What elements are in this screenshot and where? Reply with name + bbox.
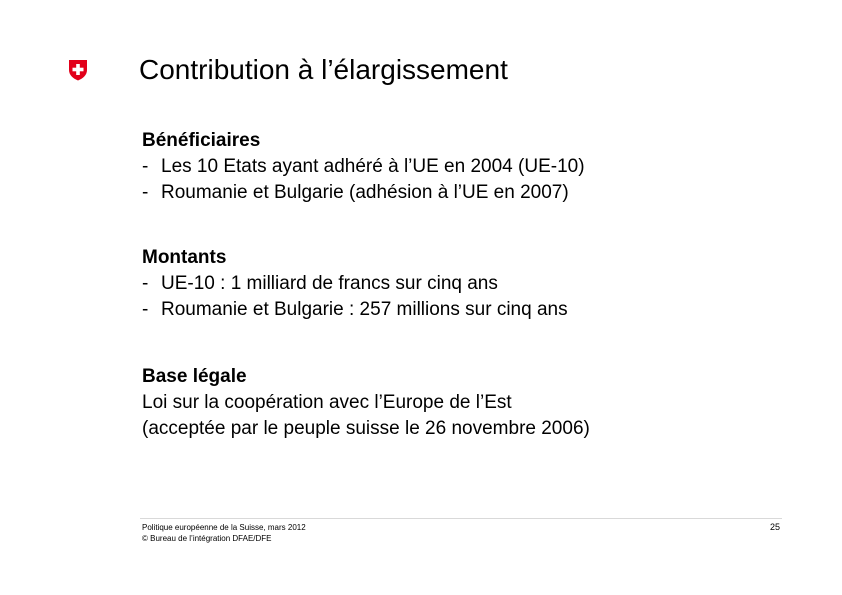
list-item xyxy=(142,297,568,323)
list-item-text: UE-10 : 1 milliard de francs sur cinq ans xyxy=(161,273,498,294)
footer-copyright: © Bureau de l’intégration DFAE/DFE xyxy=(142,534,272,543)
list-item-text: Roumanie et Bulgarie (adhésion à l’UE en 2007) xyxy=(161,182,569,203)
bullet-dash: - xyxy=(142,273,149,294)
list-item-text: Roumanie et Bulgarie : 257 millions sur cinq ans xyxy=(161,299,568,320)
body-text-line: (acceptée par le peuple suisse le 26 novembre 2006) xyxy=(142,418,590,439)
page-title: Contribution à l’élargissement xyxy=(139,54,508,85)
swiss-cross-logo xyxy=(68,59,88,81)
footer-line: Politique européenne de la Suisse, mars 2012 xyxy=(142,523,306,532)
swiss-cross-icon xyxy=(68,59,88,81)
section-heading: Montants xyxy=(142,247,227,268)
bullet-dash: - xyxy=(142,182,149,203)
bullet-dash: - xyxy=(142,299,149,320)
body-text-line: Loi sur la coopération avec l’Europe de l’Est xyxy=(142,392,512,413)
section-beneficiaires xyxy=(142,128,585,206)
section-heading: Bénéficiaires xyxy=(142,130,261,151)
list-item xyxy=(142,154,585,180)
footer-source xyxy=(142,522,306,544)
section-montants xyxy=(142,245,568,323)
list-item-text: Les 10 Etats ayant adhéré à l’UE en 2004 (UE-10) xyxy=(161,156,585,177)
list-item xyxy=(142,271,568,297)
section-base-legale xyxy=(142,364,590,442)
section-heading: Base légale xyxy=(142,366,247,387)
footer-divider xyxy=(140,518,782,519)
page-number: 25 xyxy=(769,522,780,532)
list-item xyxy=(142,180,585,206)
bullet-dash: - xyxy=(142,156,149,177)
